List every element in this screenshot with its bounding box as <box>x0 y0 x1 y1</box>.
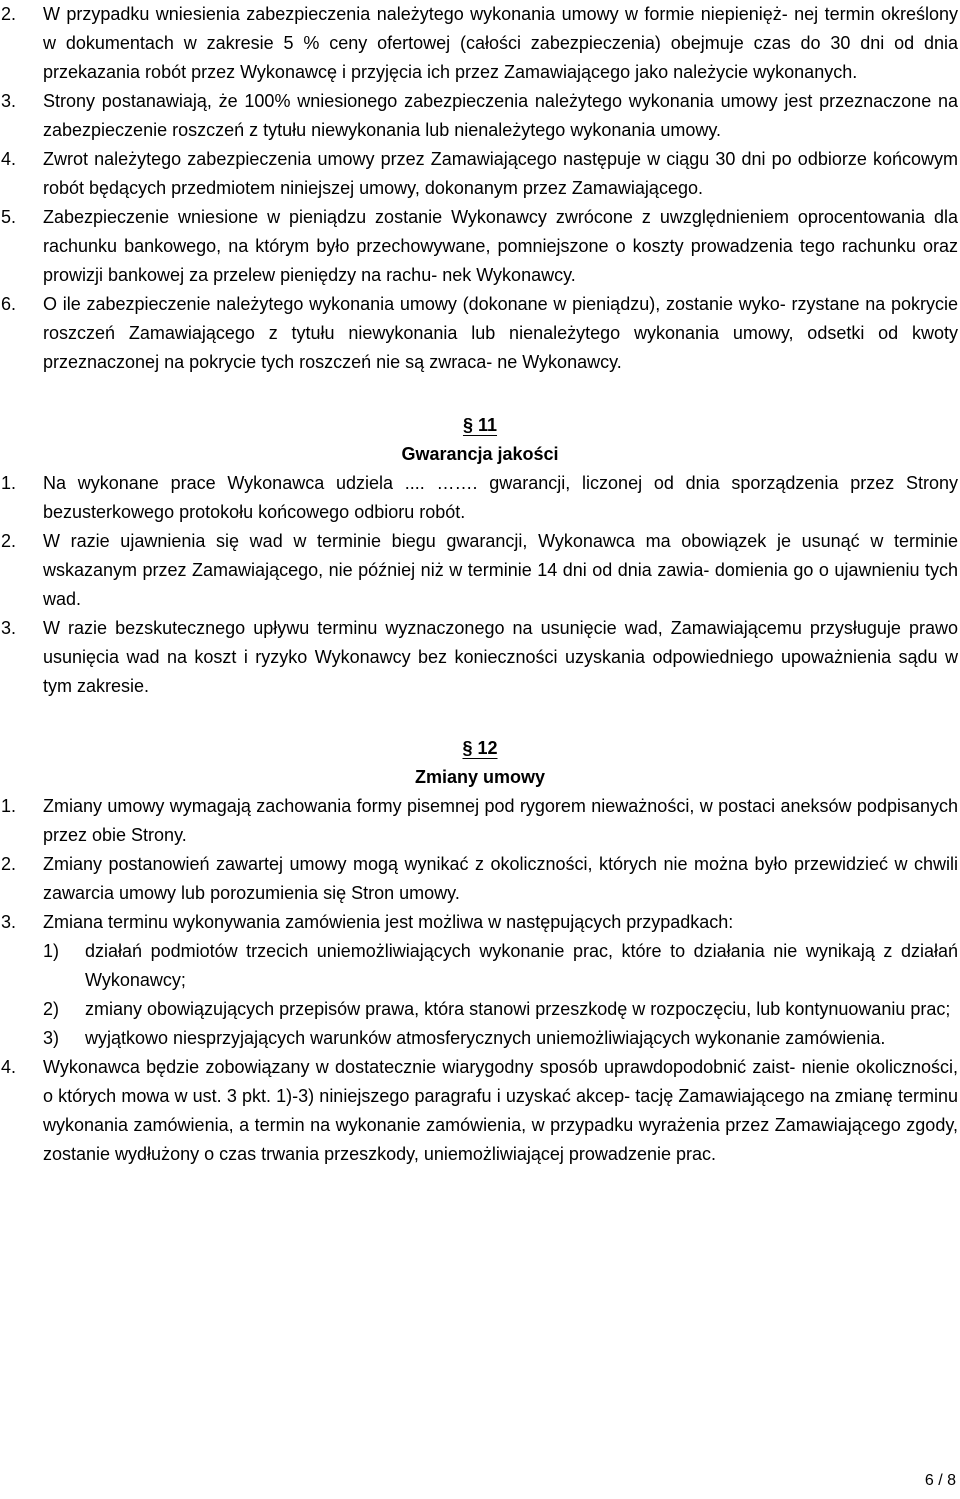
sub-list-item <box>0 995 960 1024</box>
page-number: 6 / 8 <box>924 1472 956 1489</box>
item-text: W przypadku wniesienia zabezpieczenia należytego wykonania umowy w formie niepienięż- nej termin określony w dokumentach w zakresie 5 % ceny ofertowej (całości zabezpieczenia) obejmuje czas do 30 dni od dnia przekazania robót przez Wykonawcę i przyjęcia ich przez Zamawiającego jako należycie wykonanych. <box>43 4 958 82</box>
list-item <box>0 908 960 937</box>
item-number: 6. <box>1 294 17 314</box>
section-spacer <box>0 701 960 734</box>
item-number: 2. <box>1 854 17 874</box>
list-item <box>0 290 960 377</box>
list-item <box>0 203 960 290</box>
sub-list-item <box>0 1024 960 1053</box>
list-item <box>0 145 960 203</box>
section-12-title: Zmiany umowy <box>414 767 546 787</box>
item-number: 4. <box>1 1057 17 1077</box>
item-number: 5. <box>1 207 17 227</box>
sub-list-item <box>0 937 960 995</box>
item-number: 3. <box>1 91 17 111</box>
list-item <box>0 614 960 701</box>
item-text: Na wykonane prace Wykonawca udziela .... ……. gwarancji, liczonej od dnia sporządzenia przez Strony bezusterkowego protokołu końcowego odbioru robót. <box>43 473 958 522</box>
sub-item-number: 3) <box>43 1028 60 1048</box>
item-text: Strony postanawiają, że 100% wniesionego zabezpieczenia należytego wykonania umowy jest przeznaczone na zabezpieczenie roszczeń z tytułu niewykonania lub nienależytego wykonania umowy. <box>43 91 958 140</box>
section-11-heading <box>0 411 960 469</box>
item-number: 2. <box>1 4 17 24</box>
list-item <box>0 87 960 145</box>
list-item <box>0 1053 960 1169</box>
list-item <box>0 0 960 87</box>
list-item <box>0 469 960 527</box>
item-text: O ile zabezpieczenie należytego wykonania umowy (dokonane w pieniądzu), zostanie wyko- rzystane na pokrycie roszczeń Zamawiającego z tytułu niewykonania lub nienależytego wykonania umowy, odsetki od kwoty przeznaczonej na pokrycie tych roszczeń nie są zwraca- ne Wykonawcy. <box>43 294 958 372</box>
item-text: Zmiana terminu wykonywania zamówienia jest możliwa w następujących przypadkach: <box>43 912 734 932</box>
sub-item-text: wyjątkowo niesprzyjających warunków atmosferycznych uniemożliwiających wykonanie zamówienia. <box>85 1028 886 1048</box>
item-text: Zmiany umowy wymagają zachowania formy pisemnej pod rygorem nieważności, w postaci aneksów podpisanych przez obie Strony. <box>43 796 958 845</box>
list-item <box>0 527 960 614</box>
item-number: 4. <box>1 149 17 169</box>
item-number: 1. <box>1 473 17 493</box>
sub-item-text: zmiany obowiązujących przepisów prawa, która stanowi przeszkodę w rozpoczęciu, lub kontynuowaniu prac; <box>85 999 951 1019</box>
section-12-sign: § 12 <box>462 738 498 758</box>
item-text: Zmiany postanowień zawartej umowy mogą wynikać z okoliczności, których nie można było przewidzieć w chwili zawarcia umowy lub porozumienia się Stron umowy. <box>43 854 958 903</box>
item-text: W razie ujawnienia się wad w terminie biegu gwarancji, Wykonawca ma obowiązek je usunąć w terminie wskazanym przez Zamawiającego, nie później niż w terminie 14 dni od dnia zawia- domienia go o ujawnieniu tych wad. <box>43 531 958 609</box>
section-12-heading <box>0 734 960 792</box>
item-text: Zabezpieczenie wniesione w pieniądzu zostanie Wykonawcy zwrócone z uwzględnieniem oprocentowania dla rachunku bankowego, na którym było przechowywane, pomniejszone o koszty prowadzenia tego rachunku oraz prowizji bankowej za przelew pieniędzy na rachu- nek Wykonawcy. <box>43 207 958 285</box>
item-text: W razie bezskutecznego upływu terminu wyznaczonego na usunięcie wad, Zamawiającemu przysługuje prawo usunięcia wad na koszt i ryzyko Wykonawcy bez konieczności uzyskania odpowiedniego upoważnienia sądu w tym zakresie. <box>43 618 958 696</box>
item-number: 3. <box>1 912 17 932</box>
section-11-sign: § 11 <box>462 415 498 435</box>
list-item <box>0 850 960 908</box>
list-item <box>0 792 960 850</box>
section-11-title: Gwarancja jakości <box>401 444 559 464</box>
item-text: Wykonawca będzie zobowiązany w dostatecznie wiarygodny sposób uprawdopodobnić zaist- nienie okoliczności, o których mowa w ust. 3 pkt. 1)-3) niniejszego paragrafu i uzyskać akcep- tację Zamawiającego na zmianę terminu wykonania zamówienia, a termin na wykonanie zamówienia, w przypadku wyrażenia przez Zamawiającego zgody, zostanie wydłużony o czas trwania przeszkody, uniemożliwiającej prowadzenie prac. <box>43 1057 958 1164</box>
item-text: Zwrot należytego zabezpieczenia umowy przez Zamawiającego następuje w ciągu 30 dni po odbiorze końcowym robót będących przedmiotem niniejszej umowy, dokonanym przez Zamawiającego. <box>43 149 958 198</box>
sub-item-text: działań podmiotów trzecich uniemożliwiających wykonanie prac, które to działania nie wynikają z działań Wykonawcy; <box>85 941 958 990</box>
item-number: 1. <box>1 796 17 816</box>
sub-item-number: 2) <box>43 999 60 1019</box>
item-number: 3. <box>1 618 17 638</box>
section-spacer <box>0 377 960 411</box>
item-number: 2. <box>1 531 17 551</box>
sub-item-number: 1) <box>43 941 60 961</box>
